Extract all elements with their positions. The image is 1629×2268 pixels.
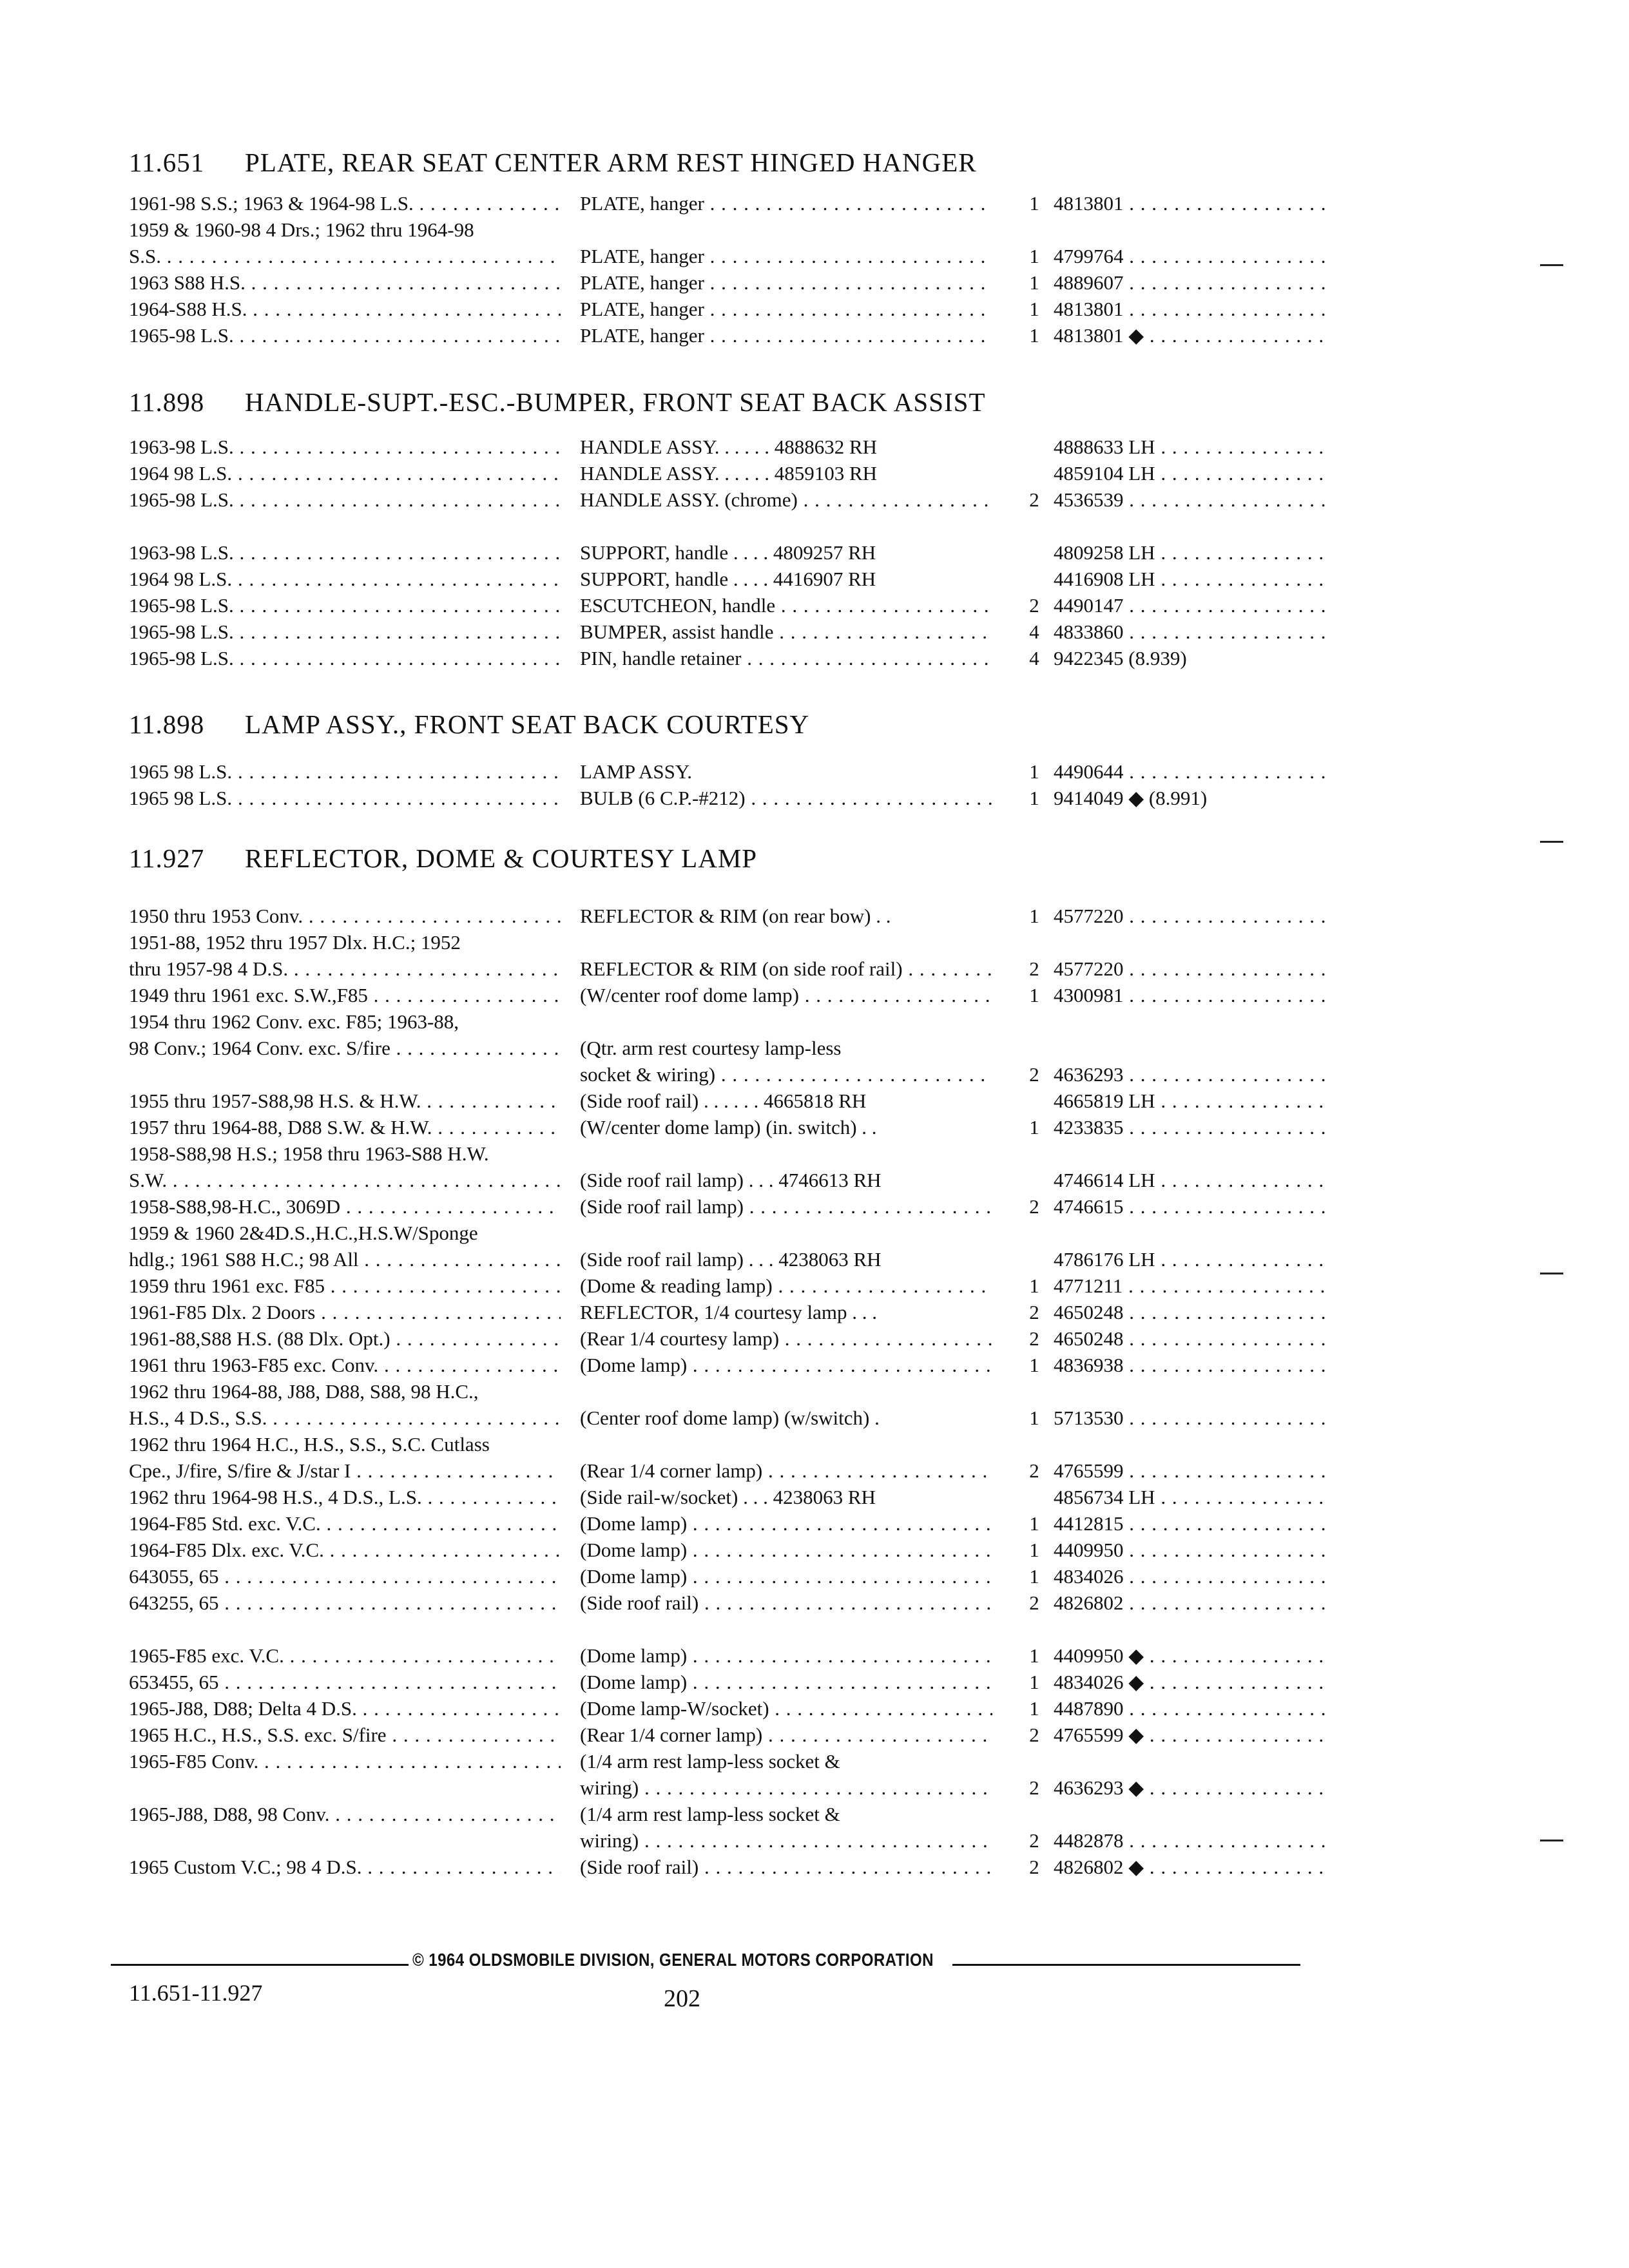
quantity-cell: 1 bbox=[1029, 787, 1039, 809]
model-cell: 1961 thru 1963-F85 exc. Conv. . . . bbox=[129, 1354, 561, 1377]
description-cell: (Rear 1/4 courtesy lamp) . . . bbox=[580, 1327, 992, 1350]
description-cell: SUPPORT, handle . . . . 4809257 RH bbox=[580, 541, 876, 564]
model-cell: 1965-F85 Conv. . . . bbox=[129, 1750, 561, 1773]
part-row bbox=[129, 488, 1353, 517]
part-row bbox=[129, 1750, 1353, 1778]
part-row bbox=[129, 1829, 1353, 1858]
part-row bbox=[129, 620, 1353, 649]
quantity-cell: 2 bbox=[1029, 1301, 1039, 1323]
part-row bbox=[129, 1591, 1353, 1620]
description-cell: (Side roof rail) . . . bbox=[580, 1856, 992, 1879]
section-heading bbox=[129, 843, 757, 874]
part-row bbox=[129, 1010, 1353, 1039]
model-cell: 1958-S88,98 H.S.; 1958 thru 1963-S88 H.W. bbox=[129, 1142, 489, 1165]
quantity-cell: 1 bbox=[1029, 1644, 1039, 1667]
part-number-cell: 4409950 ◆ . . . bbox=[1054, 1644, 1331, 1667]
footer-section-range: 11.651-11.927 bbox=[129, 1980, 263, 2006]
part-number-cell: 4636293 . . . bbox=[1054, 1063, 1331, 1086]
section-number: 11.898 bbox=[129, 709, 205, 739]
description-cell: SUPPORT, handle . . . . 4416907 RH bbox=[580, 568, 876, 590]
part-number-cell: 4636293 ◆ . . . bbox=[1054, 1776, 1331, 1800]
description-cell: wiring) . . . bbox=[580, 1776, 992, 1800]
part-row bbox=[129, 1327, 1353, 1356]
part-number-cell: 4833860 . . . bbox=[1054, 620, 1331, 644]
part-row bbox=[129, 984, 1353, 1012]
quantity-cell: 2 bbox=[1029, 1776, 1039, 1799]
part-number-cell: 4577220 . . . bbox=[1054, 905, 1331, 928]
footer-rule-right bbox=[952, 1964, 1300, 1966]
model-cell: 1965-98 L.S. . . . bbox=[129, 324, 561, 347]
part-number-cell: 4300981 . . . bbox=[1054, 984, 1331, 1007]
quantity-cell: 1 bbox=[1029, 1354, 1039, 1376]
quantity-cell: 2 bbox=[1029, 1724, 1039, 1746]
model-cell: 1957 thru 1964-88, D88 S.W. & H.W. . . . bbox=[129, 1116, 561, 1139]
model-cell: 1954 thru 1962 Conv. exc. F85; 1963-88, bbox=[129, 1010, 459, 1033]
part-number-cell: 4482878 . . . bbox=[1054, 1829, 1331, 1852]
section-title: PLATE, REAR SEAT CENTER ARM REST HINGED HANGER bbox=[245, 148, 977, 177]
part-row bbox=[129, 760, 1353, 789]
part-number-cell: 4746615 . . . bbox=[1054, 1195, 1331, 1218]
quantity-cell: 1 bbox=[1029, 245, 1039, 267]
part-row bbox=[129, 1671, 1353, 1699]
description-cell: (Dome lamp) . . . bbox=[580, 1565, 992, 1588]
margin-mark bbox=[1540, 1840, 1563, 1841]
part-row bbox=[129, 787, 1353, 815]
part-row bbox=[129, 1433, 1353, 1461]
model-cell: 1959 & 1960-98 4 Drs.; 1962 thru 1964-98 bbox=[129, 218, 474, 241]
part-number-cell: 4409950 . . . bbox=[1054, 1539, 1331, 1562]
model-cell: 1955 thru 1957-S88,98 H.S. & H.W. . . . bbox=[129, 1090, 561, 1113]
model-cell: 1959 & 1960 2&4D.S.,H.C.,H.S.W/Sponge bbox=[129, 1222, 478, 1244]
model-cell: 643255, 65 . . . bbox=[129, 1591, 561, 1615]
section-heading bbox=[129, 709, 809, 740]
description-cell: (Dome & reading lamp) . . . bbox=[580, 1274, 992, 1298]
description-cell: PLATE, hanger . . . bbox=[580, 271, 992, 294]
model-cell: 1963-98 L.S. . . . bbox=[129, 541, 561, 564]
model-cell: H.S., 4 D.S., S.S. . . . bbox=[129, 1407, 561, 1430]
description-cell: PLATE, hanger . . . bbox=[580, 298, 992, 321]
description-cell: (Rear 1/4 corner lamp) . . . bbox=[580, 1724, 992, 1747]
part-number-cell: 4859104 LH . . . bbox=[1054, 462, 1331, 485]
part-row bbox=[129, 1116, 1353, 1144]
part-number-cell: 4813801 . . . bbox=[1054, 298, 1331, 321]
description-cell: (Side roof rail) . . . bbox=[580, 1591, 992, 1615]
part-row bbox=[129, 1354, 1353, 1382]
model-cell: 1965-98 L.S. . . . bbox=[129, 594, 561, 617]
model-cell: S.S. . . . bbox=[129, 245, 561, 268]
part-number-cell: 4490147 . . . bbox=[1054, 594, 1331, 617]
part-row bbox=[129, 931, 1353, 959]
part-number-cell: 4536539 . . . bbox=[1054, 488, 1331, 512]
part-number-cell: 4813801 ◆ . . . bbox=[1054, 324, 1331, 347]
part-row bbox=[129, 218, 1353, 247]
model-cell: thru 1957-98 4 D.S. . . . bbox=[129, 957, 561, 981]
model-cell: 1964-F85 Dlx. exc. V.C. . . . bbox=[129, 1539, 561, 1562]
description-cell: (Side roof rail) . . . . . . 4665818 RH bbox=[580, 1090, 867, 1112]
section-number: 11.651 bbox=[129, 148, 205, 177]
section-heading bbox=[129, 387, 986, 418]
model-cell: 1965-J88, D88, 98 Conv. . . . bbox=[129, 1803, 561, 1826]
quantity-cell: 1 bbox=[1029, 1512, 1039, 1535]
part-row bbox=[129, 1407, 1353, 1435]
model-cell: 1949 thru 1961 exc. S.W.,F85 . . . bbox=[129, 984, 561, 1007]
part-number-cell: 4826802 ◆ . . . bbox=[1054, 1856, 1331, 1879]
description-cell: (1/4 arm rest lamp-less socket & bbox=[580, 1750, 840, 1773]
model-cell: 1965-98 L.S. . . . bbox=[129, 647, 561, 670]
section-heading bbox=[129, 147, 977, 178]
quantity-cell: 1 bbox=[1029, 1671, 1039, 1693]
part-row bbox=[129, 1090, 1353, 1118]
quantity-cell: 1 bbox=[1029, 298, 1039, 320]
part-row bbox=[129, 1274, 1353, 1303]
model-cell: 1961-88,S88 H.S. (88 Dlx. Opt.) . . . bbox=[129, 1327, 561, 1350]
footer-rule-left bbox=[111, 1964, 409, 1966]
model-cell: 98 Conv.; 1964 Conv. exc. S/fire . . . bbox=[129, 1037, 561, 1060]
model-cell: 1964 98 L.S. . . . bbox=[129, 568, 561, 591]
description-cell: (Dome lamp) . . . bbox=[580, 1644, 992, 1667]
model-cell: 1964 98 L.S. . . . bbox=[129, 462, 561, 485]
description-cell: (Side roof rail lamp) . . . 4746613 RH bbox=[580, 1169, 882, 1191]
part-row bbox=[129, 1856, 1353, 1884]
part-row bbox=[129, 1301, 1353, 1329]
model-cell: 1965-F85 exc. V.C. . . . bbox=[129, 1644, 561, 1667]
description-cell: PLATE, hanger . . . bbox=[580, 192, 992, 215]
quantity-cell: 2 bbox=[1029, 1459, 1039, 1482]
model-cell: 1965 98 L.S. . . . bbox=[129, 760, 561, 783]
part-number-cell: 9422345 (8.939) bbox=[1054, 647, 1187, 669]
part-row bbox=[129, 192, 1353, 220]
description-cell: BUMPER, assist handle . . . bbox=[580, 620, 992, 644]
model-cell: 1963 S88 H.S. . . . bbox=[129, 271, 561, 294]
part-number-cell: 4809258 LH . . . bbox=[1054, 541, 1331, 564]
description-cell: LAMP ASSY. bbox=[580, 760, 693, 783]
part-row bbox=[129, 1565, 1353, 1593]
model-cell: 1964-F85 Std. exc. V.C. . . . bbox=[129, 1512, 561, 1535]
model-cell: 1965 Custom V.C.; 98 4 D.S. . . . bbox=[129, 1856, 561, 1879]
description-cell: (1/4 arm rest lamp-less socket & bbox=[580, 1803, 840, 1825]
part-row bbox=[129, 1142, 1353, 1171]
quantity-cell: 2 bbox=[1029, 594, 1039, 617]
part-row bbox=[129, 1539, 1353, 1567]
part-row bbox=[129, 1803, 1353, 1831]
part-row bbox=[129, 1697, 1353, 1725]
quantity-cell: 4 bbox=[1029, 620, 1039, 643]
part-row bbox=[129, 298, 1353, 326]
section-number: 11.927 bbox=[129, 843, 205, 873]
description-cell: (Side roof rail lamp) . . . 4238063 RH bbox=[580, 1248, 882, 1271]
description-cell: REFLECTOR, 1/4 courtesy lamp . . . bbox=[580, 1301, 877, 1323]
description-cell: (Side rail-w/socket) . . . 4238063 RH bbox=[580, 1486, 876, 1508]
part-row bbox=[129, 647, 1353, 675]
quantity-cell: 1 bbox=[1029, 905, 1039, 927]
part-row bbox=[129, 1195, 1353, 1224]
part-row bbox=[129, 1644, 1353, 1673]
description-cell: (Dome lamp) . . . bbox=[580, 1512, 992, 1535]
part-row bbox=[129, 1724, 1353, 1752]
quantity-cell: 1 bbox=[1029, 192, 1039, 215]
section-number: 11.898 bbox=[129, 387, 205, 417]
description-cell: (Qtr. arm rest courtesy lamp-less bbox=[580, 1037, 842, 1059]
quantity-cell: 1 bbox=[1029, 1697, 1039, 1720]
part-row bbox=[129, 324, 1353, 352]
quantity-cell: 2 bbox=[1029, 1856, 1039, 1878]
margin-mark bbox=[1540, 264, 1563, 266]
model-cell: 1965-98 L.S. . . . bbox=[129, 488, 561, 512]
description-cell: (Rear 1/4 corner lamp) . . . bbox=[580, 1459, 992, 1483]
part-number-cell: 4233835 . . . bbox=[1054, 1116, 1331, 1139]
description-cell: (Center roof dome lamp) (w/switch) . bbox=[580, 1407, 880, 1429]
part-number-cell: 4786176 LH . . . bbox=[1054, 1248, 1331, 1271]
part-number-cell: 4834026 . . . bbox=[1054, 1565, 1331, 1588]
part-row bbox=[129, 462, 1353, 490]
model-cell: 1959 thru 1961 exc. F85 . . . bbox=[129, 1274, 561, 1298]
part-number-cell: 4771211 . . . bbox=[1054, 1274, 1331, 1298]
description-cell: (Dome lamp) . . . bbox=[580, 1539, 992, 1562]
description-cell: HANDLE ASSY. (chrome) . . . bbox=[580, 488, 992, 512]
section-title: HANDLE-SUPT.-ESC.-BUMPER, FRONT SEAT BACK ASSIST bbox=[245, 387, 986, 417]
description-cell: BULB (6 C.P.-#212) . . . bbox=[580, 787, 992, 810]
model-cell: 1965-98 L.S. . . . bbox=[129, 620, 561, 644]
quantity-cell: 1 bbox=[1029, 1274, 1039, 1297]
part-row bbox=[129, 568, 1353, 596]
part-row bbox=[129, 905, 1353, 933]
quantity-cell: 2 bbox=[1029, 957, 1039, 980]
model-cell: 1964-S88 H.S. . . . bbox=[129, 298, 561, 321]
part-row bbox=[129, 1776, 1353, 1805]
model-cell: 1962 thru 1964-98 H.S., 4 D.S., L.S. . . . bbox=[129, 1486, 561, 1509]
quantity-cell: 2 bbox=[1029, 1829, 1039, 1852]
description-cell: PLATE, hanger . . . bbox=[580, 324, 992, 347]
part-number-cell: 5713530 . . . bbox=[1054, 1407, 1331, 1430]
part-number-cell: 4412815 . . . bbox=[1054, 1512, 1331, 1535]
description-cell: (W/center dome lamp) (in. switch) . . bbox=[580, 1116, 877, 1139]
part-number-cell: 4746614 LH . . . bbox=[1054, 1169, 1331, 1192]
quantity-cell: 1 bbox=[1029, 271, 1039, 294]
quantity-cell: 2 bbox=[1029, 1591, 1039, 1614]
part-number-cell: 4834026 ◆ . . . bbox=[1054, 1671, 1331, 1694]
quantity-cell: 1 bbox=[1029, 760, 1039, 783]
quantity-cell: 2 bbox=[1029, 1195, 1039, 1218]
quantity-cell: 1 bbox=[1029, 1407, 1039, 1429]
part-row bbox=[129, 1380, 1353, 1408]
model-cell: 1961-98 S.S.; 1963 & 1964-98 L.S. . . . bbox=[129, 192, 561, 215]
margin-mark bbox=[1540, 841, 1563, 843]
quantity-cell: 2 bbox=[1029, 1327, 1039, 1350]
part-row bbox=[129, 541, 1353, 570]
part-row bbox=[129, 1618, 1353, 1646]
part-number-cell: 4650248 . . . bbox=[1054, 1327, 1331, 1350]
description-cell: (Dome lamp) . . . bbox=[580, 1671, 992, 1694]
model-cell: 1965-J88, D88; Delta 4 D.S. . . . bbox=[129, 1697, 561, 1720]
part-number-cell: 4665819 LH . . . bbox=[1054, 1090, 1331, 1113]
description-cell: REFLECTOR & RIM (on rear bow) . . bbox=[580, 905, 891, 927]
description-cell: PIN, handle retainer . . . bbox=[580, 647, 992, 670]
model-cell: 1950 thru 1953 Conv. . . . bbox=[129, 905, 561, 928]
description-cell: (Dome lamp-W/socket) . . . bbox=[580, 1697, 992, 1720]
part-number-cell: 4416908 LH . . . bbox=[1054, 568, 1331, 591]
model-cell: 1951-88, 1952 thru 1957 Dlx. H.C.; 1952 bbox=[129, 931, 461, 954]
quantity-cell: 2 bbox=[1029, 488, 1039, 511]
part-row bbox=[129, 1222, 1353, 1250]
part-number-cell: 4813801 . . . bbox=[1054, 192, 1331, 215]
description-cell: (W/center roof dome lamp) . . . bbox=[580, 984, 992, 1007]
description-cell: (Dome lamp) . . . bbox=[580, 1354, 992, 1377]
part-number-cell: 4836938 . . . bbox=[1054, 1354, 1331, 1377]
description-cell: ESCUTCHEON, handle . . . bbox=[580, 594, 992, 617]
part-row bbox=[129, 1169, 1353, 1197]
model-cell: 1962 thru 1964-88, J88, D88, S88, 98 H.C., bbox=[129, 1380, 479, 1403]
part-row bbox=[129, 245, 1353, 273]
part-number-cell: 4799764 . . . bbox=[1054, 245, 1331, 268]
part-row bbox=[129, 957, 1353, 986]
part-row bbox=[129, 1248, 1353, 1276]
footer-copyright: © 1964 OLDSMOBILE DIVISION, GENERAL MOTORS CORPORATION bbox=[412, 1950, 934, 1970]
model-cell: 1962 thru 1964 H.C., H.S., S.S., S.C. Cutlass bbox=[129, 1433, 490, 1456]
description-cell: (Side roof rail lamp) . . . bbox=[580, 1195, 992, 1218]
section-title: REFLECTOR, DOME & COURTESY LAMP bbox=[245, 843, 758, 873]
part-number-cell: 4487890 . . . bbox=[1054, 1697, 1331, 1720]
model-cell: 643055, 65 . . . bbox=[129, 1565, 561, 1588]
quantity-cell: 1 bbox=[1029, 324, 1039, 347]
quantity-cell: 1 bbox=[1029, 984, 1039, 1006]
model-cell: 1961-F85 Dlx. 2 Doors . . . bbox=[129, 1301, 561, 1324]
model-cell: hdlg.; 1961 S88 H.C.; 98 All . . . bbox=[129, 1248, 561, 1271]
model-cell: 1958-S88,98-H.C., 3069D . . . bbox=[129, 1195, 561, 1218]
part-number-cell: 4650248 . . . bbox=[1054, 1301, 1331, 1324]
part-number-cell: 4889607 . . . bbox=[1054, 271, 1331, 294]
section-title: LAMP ASSY., FRONT SEAT BACK COURTESY bbox=[245, 709, 810, 739]
part-row bbox=[129, 271, 1353, 300]
part-row bbox=[129, 1037, 1353, 1065]
part-number-cell: 9414049 ◆ (8.991) bbox=[1054, 787, 1208, 809]
model-cell: 1963-98 L.S. . . . bbox=[129, 436, 561, 459]
part-number-cell: 4888633 LH . . . bbox=[1054, 436, 1331, 459]
part-row bbox=[129, 1486, 1353, 1514]
model-cell: S.W. . . . bbox=[129, 1169, 561, 1192]
description-cell: HANDLE ASSY. . . . . . 4859103 RH bbox=[580, 462, 878, 485]
part-number-cell: 4856734 LH . . . bbox=[1054, 1486, 1331, 1509]
part-row bbox=[129, 436, 1353, 464]
part-number-cell: 4826802 . . . bbox=[1054, 1591, 1331, 1615]
part-row bbox=[129, 594, 1353, 622]
description-cell: PLATE, hanger . . . bbox=[580, 245, 992, 268]
page-number: 202 bbox=[664, 1985, 700, 2012]
description-cell: REFLECTOR & RIM (on side roof rail) . . . bbox=[580, 957, 992, 981]
margin-mark bbox=[1540, 1273, 1563, 1274]
part-row bbox=[129, 515, 1353, 543]
quantity-cell: 1 bbox=[1029, 1539, 1039, 1561]
description-cell: socket & wiring) . . . bbox=[580, 1063, 992, 1086]
part-row bbox=[129, 1063, 1353, 1091]
quantity-cell: 2 bbox=[1029, 1063, 1039, 1086]
model-cell: 1965 H.C., H.S., S.S. exc. S/fire . . . bbox=[129, 1724, 561, 1747]
description-cell: wiring) . . . bbox=[580, 1829, 992, 1852]
quantity-cell: 1 bbox=[1029, 1116, 1039, 1139]
part-row bbox=[129, 1459, 1353, 1488]
part-number-cell: 4765599 . . . bbox=[1054, 1459, 1331, 1483]
part-row bbox=[129, 1512, 1353, 1541]
part-number-cell: 4490644 . . . bbox=[1054, 760, 1331, 783]
model-cell: 1965 98 L.S. . . . bbox=[129, 787, 561, 810]
quantity-cell: 4 bbox=[1029, 647, 1039, 669]
description-cell: HANDLE ASSY. . . . . . 4888632 RH bbox=[580, 436, 878, 458]
model-cell: 653455, 65 . . . bbox=[129, 1671, 561, 1694]
quantity-cell: 1 bbox=[1029, 1565, 1039, 1588]
part-number-cell: 4765599 ◆ . . . bbox=[1054, 1724, 1331, 1747]
model-cell: Cpe., J/fire, S/fire & J/star I . . . bbox=[129, 1459, 561, 1483]
part-number-cell: 4577220 . . . bbox=[1054, 957, 1331, 981]
